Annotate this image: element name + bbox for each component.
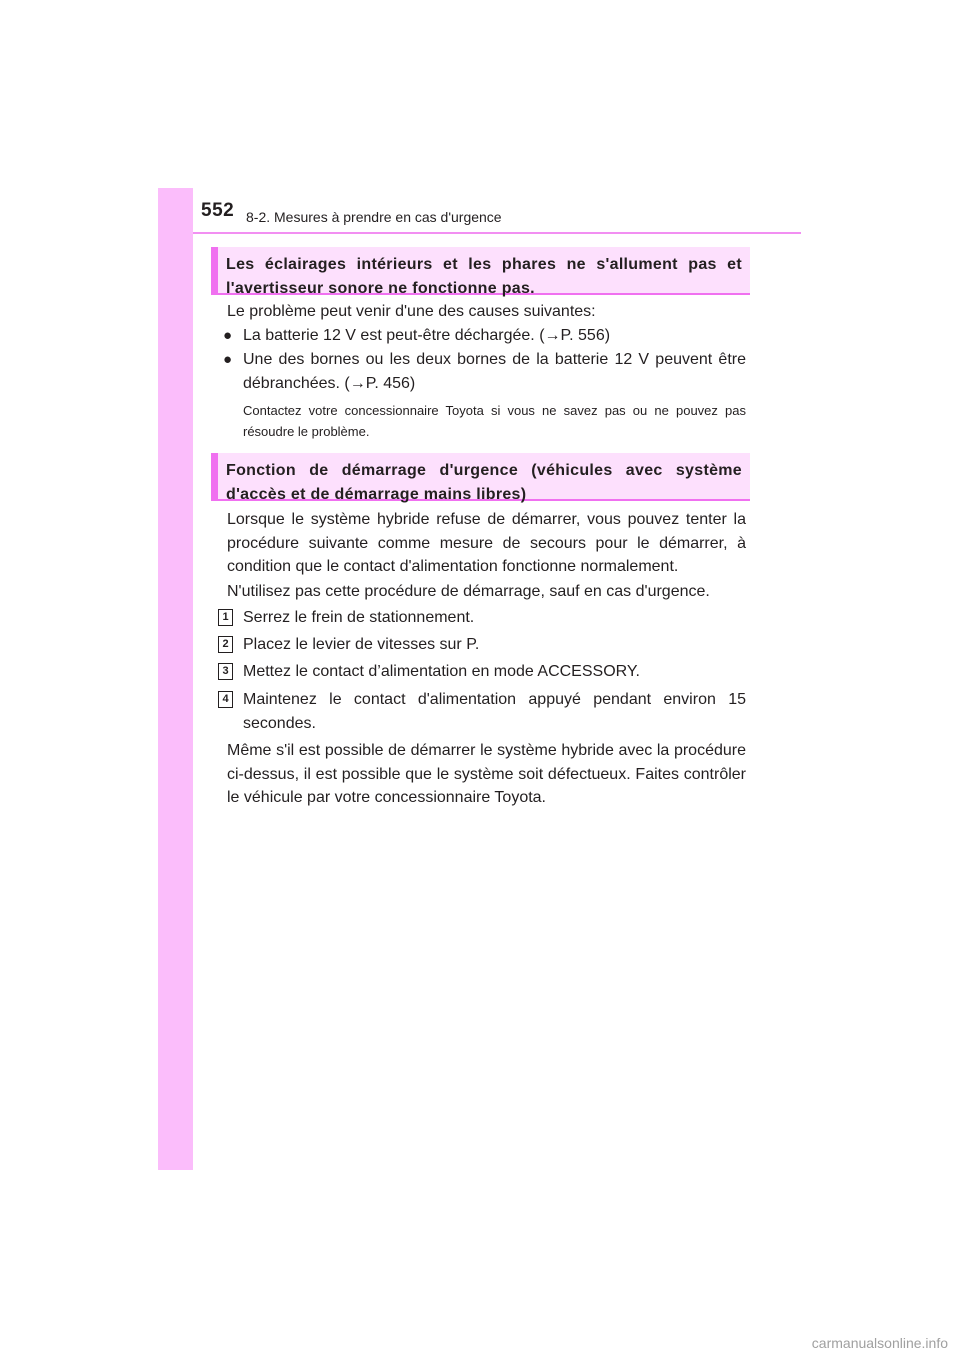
section1-note: Contactez votre concessionnaire Toyota si vous ne savez pas ou ne pouvez pas résoudre le problème. [243, 403, 746, 439]
header-divider [193, 232, 801, 234]
step-item [218, 660, 746, 684]
chapter-side-strip [158, 188, 193, 1170]
section2-intro: Lorsque le système hybride refuse de démarrer, vous pouvez tenter la procédure suivante comme mesure de secours pour le démarrer, à condition que le contact d'alimentation fonctionne normalement. [227, 511, 746, 575]
step-item [218, 606, 746, 630]
step-text: Placez le levier de vitesses sur P. [243, 636, 480, 653]
bullet-text: Une des bornes ou les deux bornes de la batterie 12 V peuvent être débranchées. (→P. 456) [243, 351, 746, 392]
section-title: 8-2. Mesures à prendre en cas d'urgence [246, 209, 502, 225]
step-number: 4 [218, 691, 233, 708]
step-text: Maintenez le contact d'alimentation appuyé pendant environ 15 secondes. [243, 691, 746, 732]
section-heading-lights: Les éclairages intérieurs et les phares ne s'allument pas et l'avertisseur sonore ne fonctionne pas. [211, 247, 750, 295]
page-number: 552 [201, 200, 235, 221]
step-text: Serrez le frein de stationnement. [243, 609, 475, 626]
step-number: 3 [218, 663, 233, 680]
section-heading-emergency-start: Fonction de démarrage d'urgence (véhicules avec système d'accès et de démarrage mains libres) [211, 453, 750, 501]
section2-closing: Même s'il est possible de démarrer le système hybride avec la procédure ci-dessus, il est possible que le système soit défectueux. Faites contrôler le véhicule par votre concessionnaire Toyota. [227, 742, 746, 806]
bullet-text: La batterie 12 V est peut-être déchargée. (→P. 556) [243, 327, 611, 344]
step-item [218, 633, 746, 657]
step-text: Mettez le contact d’alimentation en mode ACCESSORY. [243, 663, 640, 680]
section2-warning: N'utilisez pas cette procédure de démarrage, sauf en cas d'urgence. [227, 583, 710, 600]
section1-intro: Le problème peut venir d'une des causes suivantes: [227, 303, 596, 320]
list-item [223, 348, 746, 395]
footer-watermark: carmanualsonline.info [811, 1335, 948, 1351]
bullet-icon: ● [223, 327, 233, 344]
list-item [223, 324, 746, 348]
bullet-icon: ● [223, 351, 233, 368]
step-number: 2 [218, 636, 233, 653]
step-number: 1 [218, 609, 233, 626]
step-item [218, 688, 746, 735]
